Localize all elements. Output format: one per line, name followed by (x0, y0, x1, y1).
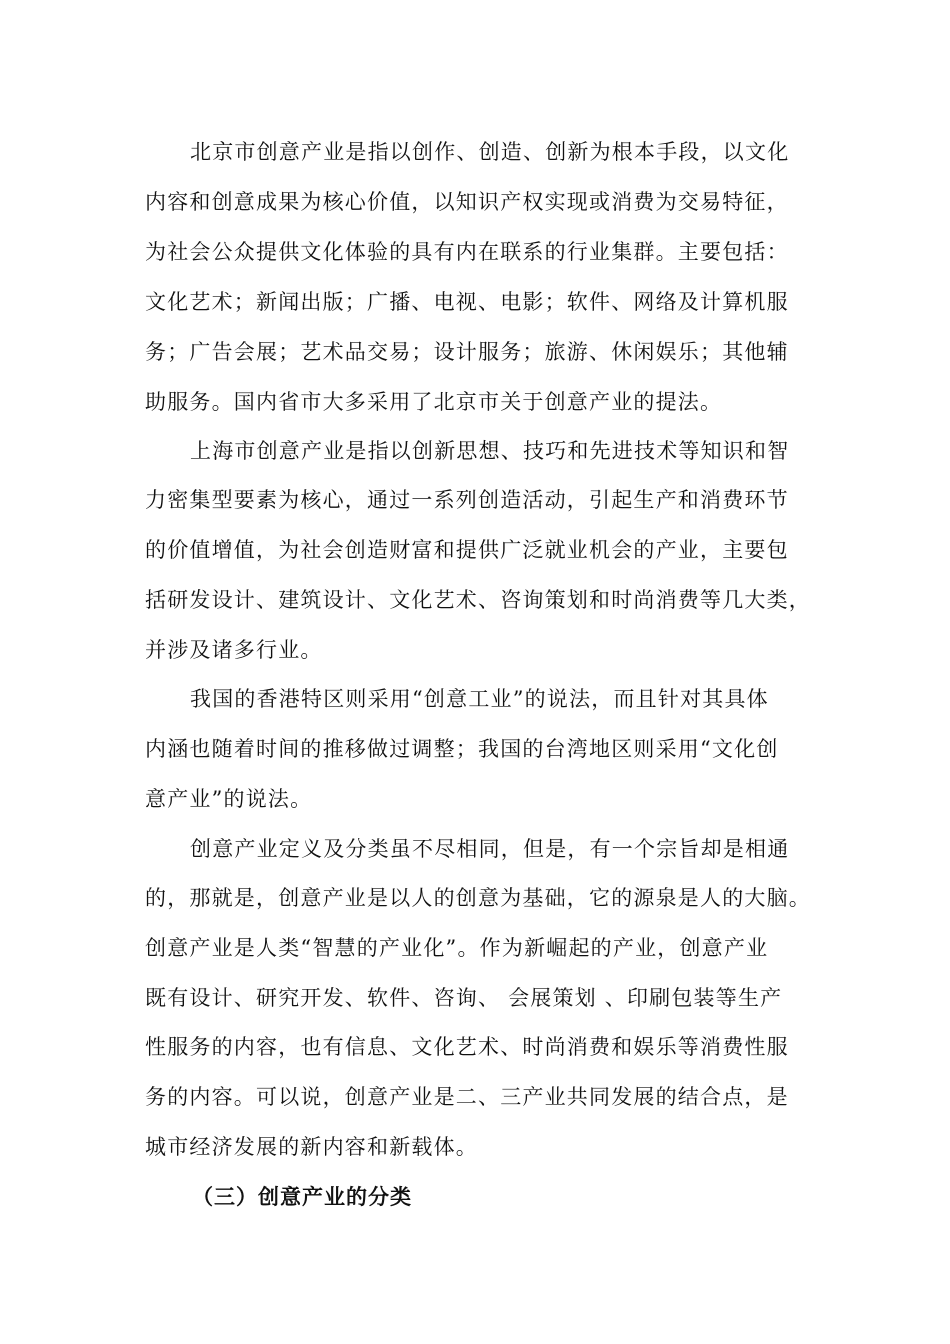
section-heading: （三）创意产业的分类 (192, 1184, 412, 1209)
paragraph-1-line-6: 助服务。国内省市大多采用了北京市关于创意产业的提法。 (145, 390, 723, 414)
paragraph-2-line-2: 力密集型要素为核心，通过一系列创造活动，引起生产和消费环节 (145, 488, 789, 512)
paragraph-4-line-4: 既有设计、研究开发、软件、咨询、 会展策划 、印刷包装等生产 (145, 986, 783, 1010)
paragraph-1-line-5: 务；广告会展；艺术品交易；设计服务；旅游、休闲娱乐；其他辅 (145, 340, 789, 364)
paragraph-1-line-4: 文化艺术；新闻出版；广播、电视、电影；软件、网络及计算机服 (145, 290, 789, 314)
paragraph-1-line-2: 内容和创意成果为核心价值，以知识产权实现或消费为交易特征， (145, 190, 789, 214)
paragraph-3-line-2: 内涵也随着时间的推移做过调整；我国的台湾地区则采用“文化创 (145, 737, 779, 761)
paragraph-1-line-3: 为社会公众提供文化体验的具有内在联系的行业集群。主要包括： (145, 240, 789, 264)
paragraph-4-line-1: 创意产业定义及分类虽不尽相同，但是，有一个宗旨却是相通 (190, 837, 790, 861)
paragraph-4-line-2: 的，那就是，创意产业是以人的创意为基础，它的源泉是人的大脑。 (145, 886, 811, 910)
paragraph-4-line-3: 创意产业是人类“智慧的产业化”。作为新崛起的产业，创意产业 (145, 936, 769, 960)
paragraph-3-line-3: 意产业”的说法。 (145, 787, 313, 811)
paragraph-2-line-4: 括研发设计、建筑设计、文化艺术、咨询策划和时尚消费等几大类， (145, 588, 811, 612)
paragraph-3-line-1: 我国的香港特区则采用“创意工业”的说法，而且针对其具体 (190, 687, 769, 711)
paragraph-4-line-6: 务的内容。可以说，创意产业是二、三产业共同发展的结合点，是 (145, 1085, 789, 1109)
paragraph-4-line-7: 城市经济发展的新内容和新载体。 (145, 1135, 478, 1159)
paragraph-1-line-1: 北京市创意产业是指以创作、创造、创新为根本手段，以文化 (190, 140, 790, 164)
paragraph-2-line-1: 上海市创意产业是指以创新思想、技巧和先进技术等知识和智 (190, 439, 790, 463)
paragraph-4-line-5: 性服务的内容，也有信息、文化艺术、时尚消费和娱乐等消费性服 (145, 1035, 789, 1059)
paragraph-2-line-5: 并涉及诸多行业。 (145, 638, 323, 662)
paragraph-2-line-3: 的价值增值，为社会创造财富和提供广泛就业机会的产业，主要包 (145, 538, 789, 562)
